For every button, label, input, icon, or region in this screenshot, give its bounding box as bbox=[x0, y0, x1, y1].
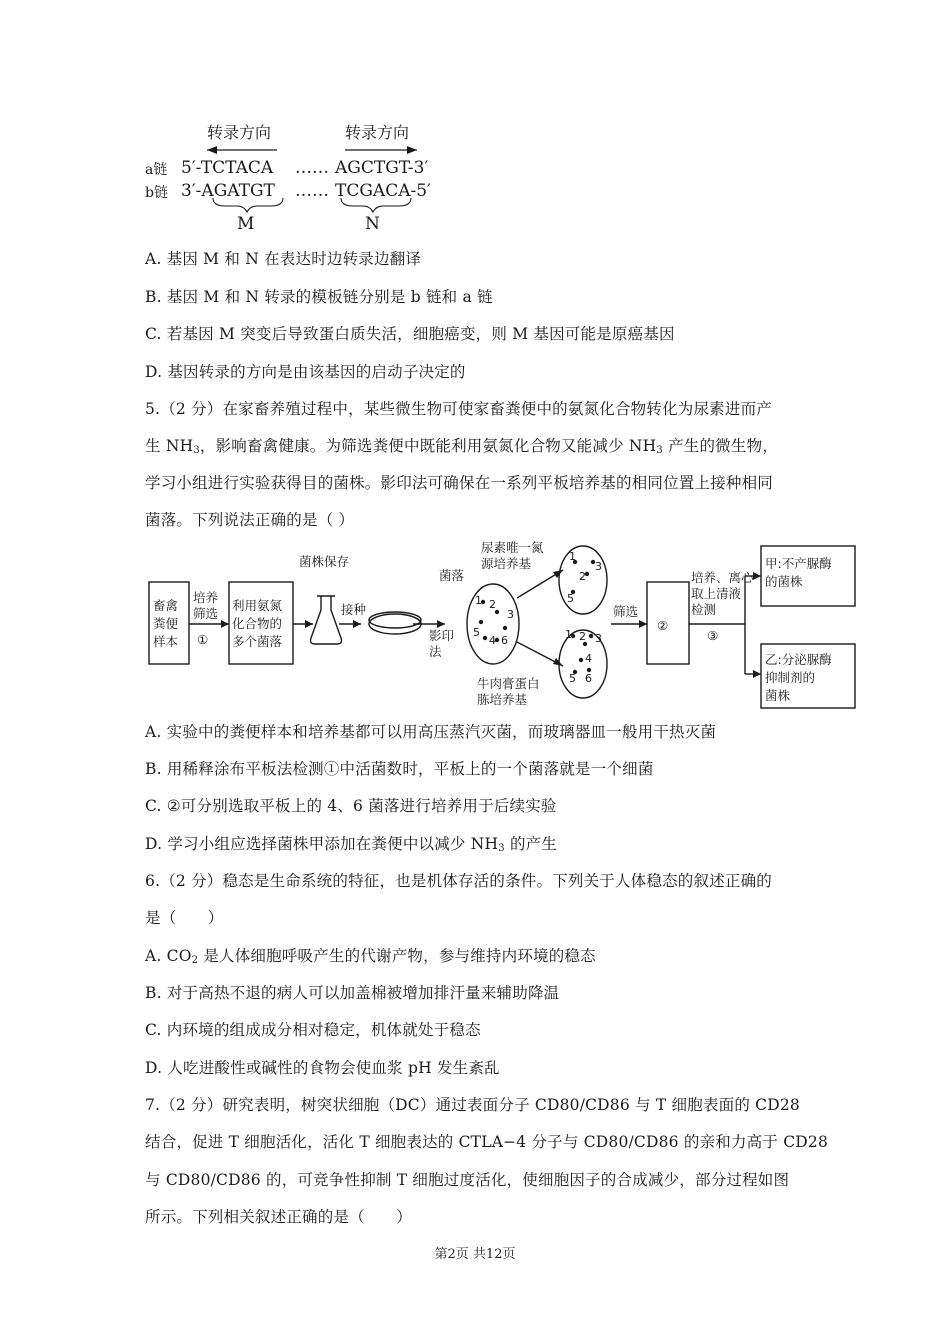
q7-stem-line1: 7.（2 分）研究表明，树突状细胞（DC）通过表面分子 CD80/CD86 与 T 细胞表面的 CD28 bbox=[145, 1096, 800, 1114]
q6-option-a: A. $CO_2$ 是人体细胞呼吸产生的代谢产物，参与维持内环境的稳态 bbox=[145, 947, 596, 966]
arrow1-num: ① bbox=[197, 632, 209, 647]
q5-option-c: C. ②可分别选取平板上的 4、6 菌落进行培养用于后续实验 bbox=[145, 797, 557, 815]
top-medium-line1: 尿素唯一氮 bbox=[481, 540, 544, 555]
bottom-colony-num: 1 bbox=[565, 628, 572, 641]
box3-label: ② bbox=[657, 618, 669, 633]
left-colony-num: 6 bbox=[501, 634, 508, 647]
top-medium-line2: 源培养基 bbox=[481, 556, 532, 571]
arrow3-label3: 检测 bbox=[691, 602, 717, 617]
bottom-colony-num: 6 bbox=[585, 672, 592, 685]
q5-stem-line2: 生 $NH_3$，影响畜禽健康。为筛选粪便中既能利用氨氮化合物又能减少 $NH_3$ 产生的微生物， bbox=[145, 437, 778, 456]
top-colony-num: 3 bbox=[595, 560, 602, 573]
bottom-medium-line2: 胨培养基 bbox=[477, 692, 528, 707]
gene-n-label: N bbox=[365, 214, 380, 234]
bottom-colony-num: 3 bbox=[595, 632, 602, 645]
q7-stem-line2: 结合，促进 T 细胞活化，活化 T 细胞表达的 CTLA−4 分子与 CD80/CD86 的亲和力高于 CD28 bbox=[145, 1133, 829, 1151]
strand-a-dots: …… bbox=[295, 158, 329, 178]
page-footer: 第2页 共12页 bbox=[434, 1247, 516, 1262]
screening-flow-diagram bbox=[145, 540, 832, 710]
q6-stem-line1: 6.（2 分）稳态是生命系统的特征，也是机体存活的条件。下列关于人体稳态的叙述正确的 bbox=[145, 872, 772, 890]
left-colony-num: 5 bbox=[473, 626, 480, 639]
q4-option-d: D. 基因转录的方向是由该基因的启动子决定的 bbox=[145, 363, 466, 381]
q6-option-b: B. 对于高热不退的病人可以加盖棉被增加排汗量来辅助降温 bbox=[145, 984, 560, 1002]
strand-a-left: 5′-TCTACA bbox=[181, 158, 274, 178]
box1-line2: 粪便 bbox=[153, 616, 179, 631]
top-colony-num: 5 bbox=[567, 592, 574, 605]
q7-stem-line4: 所示。下列相关叙述正确的是（ ） bbox=[145, 1208, 412, 1226]
arrow1-label1: 培养 bbox=[193, 590, 219, 605]
replica-label1: 影印 bbox=[429, 628, 455, 643]
q5-option-b: B. 用稀释涂布平板法检测①中活菌数时，平板上的一个菌落就是一个细菌 bbox=[145, 760, 654, 778]
result-yi-line3: 菌株 bbox=[765, 688, 791, 703]
left-colony-num: 1 bbox=[475, 594, 482, 607]
strand-b-right: TCGACA-5′ bbox=[335, 181, 431, 201]
bottom-colony-num: 2 bbox=[579, 630, 586, 643]
result-jia-line2: 的菌株 bbox=[765, 574, 803, 589]
preserve-label: 菌株保存 bbox=[299, 554, 350, 569]
dna-transcription-figure bbox=[145, 118, 465, 240]
box2-line2: 化合物的 bbox=[232, 616, 283, 631]
q5-stem-line1: 5.（2 分）在家畜养殖过程中，某些微生物可使家畜粪便中的氨氮化合物转化为尿素进而产 bbox=[145, 400, 772, 418]
box1-line3: 样本 bbox=[153, 634, 179, 649]
left-colony-num: 3 bbox=[507, 608, 514, 621]
top-colony-num: 1 bbox=[569, 550, 576, 563]
q4-option-b: B. 基因 M 和 N 转录的模板链分别是 b 链和 a 链 bbox=[145, 288, 493, 306]
q6-stem-line2: 是（ ） bbox=[145, 909, 224, 927]
q5-option-d: D. 学习小组应选择菌株甲添加在粪便中以减少 $NH_3$ 的产生 bbox=[145, 835, 558, 854]
arrow3-label1: 培养、离心 bbox=[691, 570, 754, 585]
bottom-medium-line1: 牛肉膏蛋白 bbox=[477, 676, 540, 691]
q6-option-d: D. 人吃进酸性或碱性的食物会使血浆 pH 发生紊乱 bbox=[145, 1059, 500, 1077]
replica-label2: 法 bbox=[429, 644, 442, 659]
inoculate-label: 接种 bbox=[341, 602, 367, 617]
q5-option-a: A. 实验中的粪便样本和培养基都可以用高压蒸汽灭菌，而玻璃器皿一般用干热灭菌 bbox=[145, 723, 717, 741]
strand-a-label: a链 bbox=[145, 162, 168, 178]
strand-b-label: b链 bbox=[145, 185, 168, 201]
q4-option-c: C. 若基因 M 突变后导致蛋白质失活，细胞癌变，则 M 基因可能是原癌基因 bbox=[145, 325, 675, 343]
top-colony-num: 2 bbox=[579, 570, 586, 583]
box2-line3: 多个菌落 bbox=[232, 634, 283, 649]
arrow1-label2: 筛选 bbox=[193, 606, 219, 621]
arrow3-num: ③ bbox=[707, 628, 719, 643]
gene-m-label: M bbox=[237, 214, 255, 234]
q4-option-a: A. 基因 M 和 N 在表达时边转录边翻译 bbox=[145, 250, 422, 268]
box1-line1: 畜禽 bbox=[153, 598, 179, 613]
left-colony-num: 2 bbox=[489, 598, 496, 611]
screen-label: 筛选 bbox=[613, 604, 639, 619]
strand-a-right: AGCTGT-3′ bbox=[335, 158, 429, 178]
direction-arrows bbox=[145, 118, 465, 240]
strand-b-dots: …… bbox=[295, 181, 329, 201]
bottom-colony-num: 5 bbox=[569, 672, 576, 685]
bottom-colony-num: 4 bbox=[585, 652, 592, 665]
q7-stem-line3: 与 CD80/CD86 的，可竞争性抑制 T 细胞过度活化，使细胞因子的合成减少，部分过程如图 bbox=[145, 1171, 790, 1189]
q6-option-c: C. 内环境的组成成分相对稳定，机体就处于稳态 bbox=[145, 1021, 481, 1039]
box2-line1: 利用氨氮 bbox=[232, 598, 283, 613]
arrow3-label2: 取上清液 bbox=[691, 586, 742, 601]
direction-label-right: 转录方向 bbox=[345, 123, 410, 142]
result-jia-line1: 甲:不产脲酶 bbox=[765, 556, 832, 571]
q5-stem-line3: 学习小组进行实验获得目的菌株。影印法可确保在一系列平板培养基的相同位置上接种相同 bbox=[145, 474, 774, 492]
colony-label: 菌落 bbox=[439, 568, 465, 583]
result-yi-line1: 乙:分泌脲酶 bbox=[765, 652, 832, 667]
left-colony-num: 4 bbox=[489, 634, 496, 647]
result-yi-line2: 抑制剂的 bbox=[765, 670, 816, 685]
strand-b-left: 3′-AGATGT bbox=[181, 181, 275, 201]
direction-label-left: 转录方向 bbox=[207, 123, 272, 142]
q5-stem-line4: 菌落。下列说法正确的是（ ） bbox=[145, 511, 355, 529]
